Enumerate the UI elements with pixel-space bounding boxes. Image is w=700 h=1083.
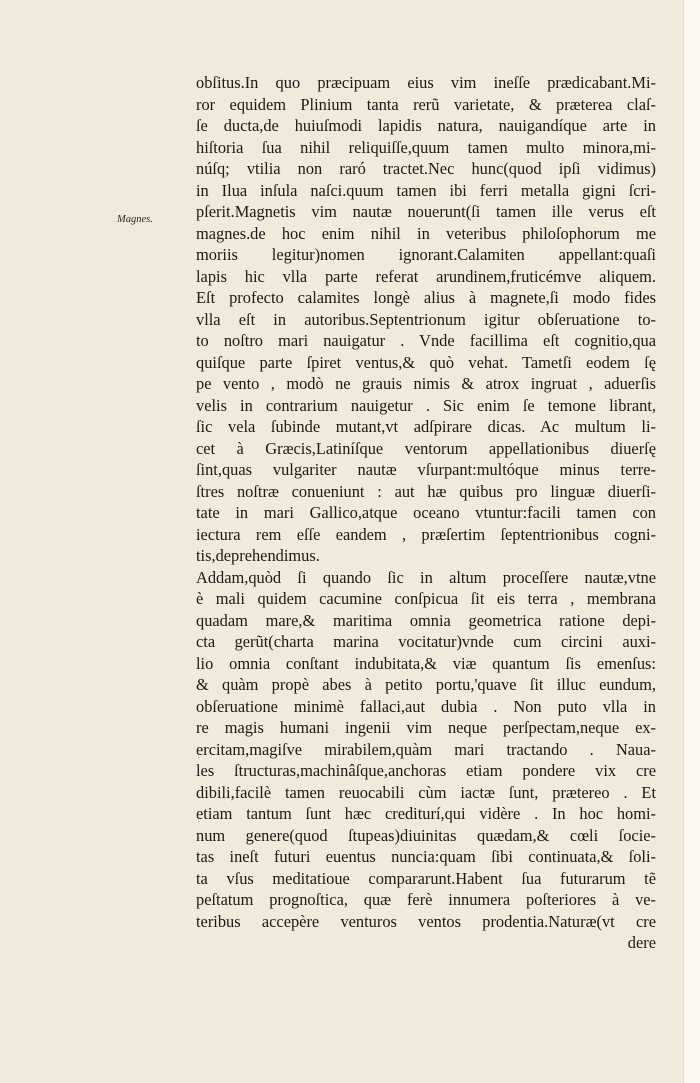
text-line: num genere(quod ſtupeas)diuinitas quædam,& cœli ſocie- bbox=[196, 825, 656, 845]
text-line: è mali quidem cacumine conſpicua ſit eis terra , membrana bbox=[196, 589, 656, 608]
text-line: tas ineſt futuri euentus nuncia:quam ſibi continuata,& ſoli- bbox=[196, 847, 656, 866]
text-line: pe vento , modò ne grauis nimis & atrox ingruat , aduerſis bbox=[196, 374, 656, 393]
text-line: obſitus.In quo præcipuam eius vim ineſſe prædicabant.Mi- bbox=[196, 73, 656, 92]
text-line: teribus accepère venturos ventos prodentia.Naturæ(vt cre bbox=[196, 911, 656, 931]
text-line: pſerit.Magnetis vim nautæ nouerunt(ſi tamen ille verus eſt bbox=[196, 202, 656, 221]
text-line: re magis humani ingenii vim neque perſpectam,neque ex- bbox=[196, 718, 656, 737]
text-line: tis,deprehendimus. bbox=[196, 546, 320, 565]
text-line: & quàm propè abes à petito portu,'quave ſit illuc eundum, bbox=[196, 675, 656, 694]
text-line: obſeruatione minimè fallaci,aut dubia . Non puto vlla in bbox=[196, 696, 656, 716]
text-line: vlla eſt in autoribus.Septentrionum igitur obſeruatione to- bbox=[196, 309, 656, 329]
text-line: iectura rem eſſe eandem , præſertim ſeptentrionibus cogni- bbox=[196, 524, 656, 544]
text-line: ſtres noſtræ conueniunt : aut hæ quibus pro linguæ diuerſi- bbox=[196, 481, 656, 501]
text-line: ta vſus meditatioue compararunt.Habent ſua futurarum tẽ bbox=[196, 868, 656, 888]
text-line: ſe ducta,de huiuſmodi lapidis natura, nauigandíque arte in bbox=[196, 116, 656, 135]
text-line: ercitam,magiſve mirabilem,quàm mari tractando . Naua- bbox=[196, 739, 656, 759]
text-line: Addam,quòd ſi quando ſic in altum proceſſere nautæ,vtne bbox=[196, 567, 656, 587]
text-line: etiam tantum ſunt hæc crediturí,qui vidère . In hoc homi- bbox=[196, 804, 656, 823]
text-line: hiſtoria ſua nihil reliquiſſe,quum tamen multo minora,mi- bbox=[196, 137, 656, 157]
text-line: ſic vela ſubinde mutant,vt adſpirare dicas. Ac multum li- bbox=[196, 417, 656, 436]
text-line: núſq; vtilia non raró tractet.Nec hunc(quod ipſi vidimus) bbox=[196, 159, 656, 178]
text-line: lio omnia conſtant indubitata,& viæ quantum ſis emenſus: bbox=[196, 653, 656, 673]
text-line: quiſque parte ſpiret ventus,& quò vehat. Tametſi eodem ſę bbox=[196, 352, 656, 372]
text-line: Eſt profecto calamites longè alius à magnete,ſi modo fides bbox=[196, 288, 656, 307]
text-line: to noſtro mari nauigatur . Vnde facillima eſt cognitio,qua bbox=[196, 331, 656, 350]
text-line: dibili,facilè tamen reuocabili cùm iactæ ſunt, prætereo . Et bbox=[196, 782, 656, 802]
text-line: cet à Græcis,Latiníſque ventorum appellationibus diuerſę bbox=[196, 438, 656, 458]
text-line: les ſtructuras,machinâſque,anchoras etiam pondere vix cre bbox=[196, 761, 656, 780]
text-line: moriis legitur)nomen ignorant.Calamiten appellant:quaſi bbox=[196, 245, 656, 264]
text-line: ſint,quas vulgariter nautæ vſurpant:multóque minus terre- bbox=[196, 460, 656, 479]
text-line: magnes.de hoc enim nihil in veteribus philoſophorum me bbox=[196, 223, 656, 243]
text-line: ror equidem Plinium tanta rerũ varietate, & præterea claſ- bbox=[196, 94, 656, 114]
text-block bbox=[196, 72, 656, 954]
text-line: in Ilua inſula naſci.quum tamen ibi ferri metalla gigni ſcri- bbox=[196, 180, 656, 200]
catchword: dere bbox=[627, 933, 656, 952]
marginal-note: Magnes. bbox=[117, 214, 153, 225]
text-line: velis in contrarium nauigetur . Sic enim ſe temone librant, bbox=[196, 395, 656, 415]
text-line: quadam mare,& maritima omnia geometrica ratione depi- bbox=[196, 610, 656, 630]
text-line: lapis hic vlla parte referat arundinem,fruticémve aliquem. bbox=[196, 266, 656, 286]
text-line: tate in mari Gallico,atque oceano vtuntur:facili tamen con bbox=[196, 503, 656, 522]
text-line: peſtatum prognoſtica, quæ ferè innumera poſteriores à ve- bbox=[196, 890, 656, 909]
text-line: cta gerũt(charta marina vocitatur)vnde cum circini auxi- bbox=[196, 632, 656, 651]
